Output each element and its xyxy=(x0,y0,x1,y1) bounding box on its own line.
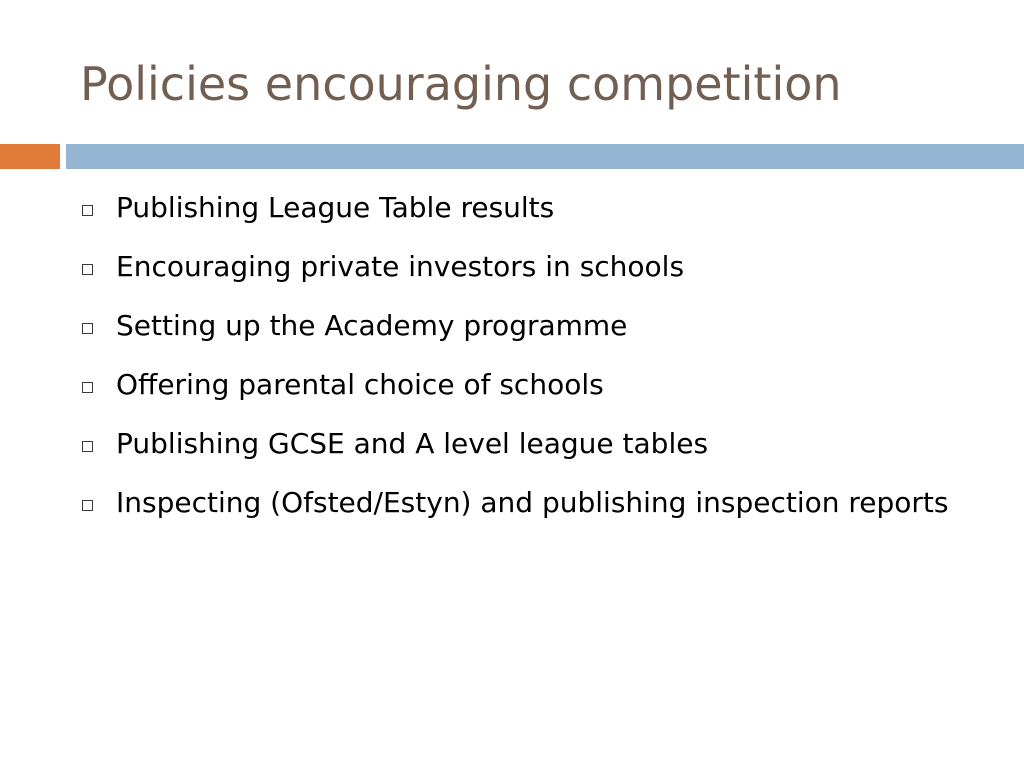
hollow-square-icon xyxy=(82,264,93,275)
bullet-text: Publishing GCSE and A level league tables xyxy=(116,427,709,460)
hollow-square-icon xyxy=(82,382,93,393)
bullet-text: Encouraging private investors in schools xyxy=(116,250,685,283)
list-item xyxy=(82,183,982,233)
accent-bar-orange xyxy=(0,144,60,169)
list-item xyxy=(82,419,982,469)
list-item xyxy=(82,301,982,351)
bullet-list xyxy=(82,183,982,537)
list-item xyxy=(82,478,982,528)
bullet-text: Inspecting (Ofsted/Estyn) and publishing inspection reports xyxy=(116,486,949,519)
accent-bar-blue xyxy=(66,144,1024,169)
hollow-square-icon xyxy=(82,500,93,511)
hollow-square-icon xyxy=(82,323,93,334)
bullet-text: Publishing League Table results xyxy=(116,191,555,224)
slide-title: Policies encouraging competition xyxy=(80,57,842,111)
bullet-text: Offering parental choice of schools xyxy=(116,368,604,401)
hollow-square-icon xyxy=(82,441,93,452)
list-item xyxy=(82,360,982,410)
bullet-text: Setting up the Academy programme xyxy=(116,309,628,342)
list-item xyxy=(82,242,982,292)
hollow-square-icon xyxy=(82,205,93,216)
